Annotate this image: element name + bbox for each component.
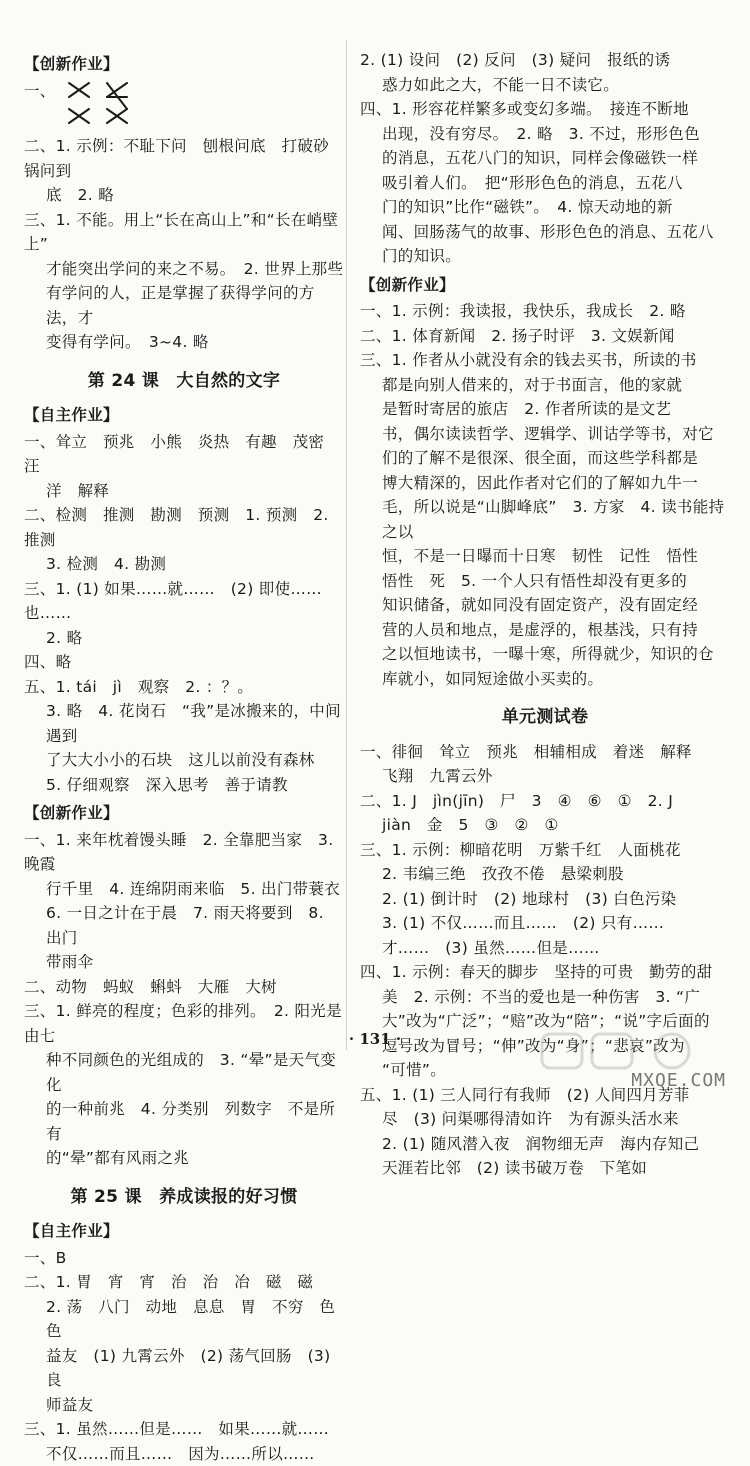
answer-line: 博大精深的，因此作者对它们的了解如九牛一: [360, 471, 730, 496]
section-header-self-1: 【自主作业】: [24, 403, 344, 428]
answer-line: 的“晕”都有风雨之兆: [24, 1146, 344, 1171]
section-header-self-2: 【自主作业】: [24, 1219, 344, 1244]
answer-line: 有学问的人，正是掌握了获得学问的方法，才: [24, 281, 344, 330]
answer-line: 四、1. 形容花样繁多或变幻多端。 接连不断地: [360, 97, 730, 122]
answer-line: 的一种前兆 4. 分类别 列数字 不是所有: [24, 1097, 344, 1146]
answer-line: 一、1. 来年枕着馒头睡 2. 全靠肥当家 3. 晚霞: [24, 828, 344, 877]
answer-line: 的消息，五花八门的知识，同样会像磁铁一样: [360, 146, 730, 171]
answer-line: 才…… (3) 虽然……但是……: [360, 936, 730, 961]
answer-line: 吸引着人们。 把“形形色色的消息，五花八: [360, 171, 730, 196]
answer-line: 二、1. 示例：不耻下问 刨根问底 打破砂锅问到: [24, 134, 344, 183]
answer-line: 三、1. 鲜亮的程度；色彩的排列。 2. 阳光是由七: [24, 999, 344, 1048]
answer-line: 三、1. (1) 如果……就…… (2) 即使……也……: [24, 577, 344, 626]
answer-line: 6. 一日之计在于晨 7. 雨天将要到 8. 出门: [24, 901, 344, 950]
answer-line: 3. (1) 不仅……而且…… (2) 只有……: [360, 911, 730, 936]
answer-line: 一、耸立 预兆 小熊 炎热 有趣 茂密 汪: [24, 430, 344, 479]
answer-line: 四、1. 示例：春天的脚步 坚持的可贵 勤劳的甜: [360, 960, 730, 985]
section-header-innovation-2: 【创新作业】: [24, 801, 344, 826]
answer-line: 3. 检测 4. 勘测: [24, 552, 344, 577]
answer-line: 毛，所以说是“山脚峰底” 3. 方家 4. 读书能持之以: [360, 495, 730, 544]
lesson-title-25: 第 25 课 养成读报的好习惯: [24, 1185, 344, 1210]
answer-line: 二、检测 推测 勘测 预测 1. 预测 2. 推测: [24, 503, 344, 552]
answer-line: 逗号改为冒号；“伸”改为“身”；“悲哀”改为: [360, 1034, 730, 1059]
answer-line: 一、1. 示例：我读报，我快乐，我成长 2. 略: [360, 299, 730, 324]
matching-lines-icon: [65, 79, 135, 127]
answer-line: 2. 荡 八门 动地 息息 胃 不穷 色色: [24, 1295, 344, 1344]
answer-line: 二、1. J jìn(jīn) 尸 3 ④ ⑥ ① 2. J: [360, 789, 730, 814]
answer-line: 三、1. 不能。用上“长在高山上”和“长在峭壁上”: [24, 208, 344, 257]
answer-line: 是暂时寄居的旅店 2. 作者所读的是文艺: [360, 397, 730, 422]
answer-line: 五、1. tái jì 观察 2. ：？。: [24, 675, 344, 700]
answer-line: 惑力如此之大，不能一日不读它。: [360, 73, 730, 98]
answer-line: 种不同颜色的光组成的 3. “晕”是天气变化: [24, 1048, 344, 1097]
column-divider: [346, 40, 347, 1050]
answer-line: 门的知识”比作“磁铁”。 4. 惊天动地的新: [360, 195, 730, 220]
answer-line: 一、B: [24, 1246, 344, 1271]
answer-line: 之以恒地读书，一曝十寒，所得就少，知识的仓: [360, 642, 730, 667]
answer-line: 闻、回肠荡气的故事、形形色色的消息、五花八: [360, 220, 730, 245]
answer-line: 悟性 死 5. 一个人只有悟性却没有更多的: [360, 569, 730, 594]
answer-line: jiàn 金 5 ③ ② ①: [360, 813, 730, 838]
answer-line: 变得有学问。 3~4. 略: [24, 330, 344, 355]
answer-line: 尽 (3) 问渠哪得清如许 为有源头活水来: [360, 1107, 730, 1132]
answer-line: 益友 (1) 九霄云外 (2) 荡气回肠 (3) 良: [24, 1344, 344, 1393]
answer-label: 一、: [24, 82, 56, 100]
answer-line: 天涯若比邻 (2) 读书破万卷 下笔如: [360, 1156, 730, 1181]
answer-line: 美 2. 示例：不当的爱也是一种伤害 3. “广: [360, 985, 730, 1010]
left-column: [24, 48, 344, 1466]
answer-line: 二、动物 蚂蚁 蝌蚪 大雁 大树: [24, 975, 344, 1000]
answer-line: 才能突出学问的来之不易。 2. 世界上那些: [24, 257, 344, 282]
answer-line: 底 2. 略: [24, 183, 344, 208]
answer-line: 2. 略: [24, 626, 344, 651]
answer-line: 2. (1) 倒计时 (2) 地球村 (3) 白色污染: [360, 887, 730, 912]
answer-line: 都是向别人借来的，对于书面言，他的家就: [360, 373, 730, 398]
answer-line: 2. 韦编三绝 孜孜不倦 悬梁刺股: [360, 862, 730, 887]
right-column: [360, 48, 730, 1181]
answer-line: 了大大小小的石块 这儿以前没有森林: [24, 748, 344, 773]
answer-line: 们的了解不是很深、很全面，而这些学科都是: [360, 446, 730, 471]
answer-line: 2. (1) 随风潜入夜 润物细无声 海内存知己: [360, 1132, 730, 1157]
answer-line: 四、略: [24, 650, 344, 675]
answer-line: 三、1. 示例：柳暗花明 万紫千红 人面桃花: [360, 838, 730, 863]
answer-line: 洋 解释: [24, 479, 344, 504]
section-header-innovation-3: 【创新作业】: [360, 273, 730, 298]
answer-line: 三、1. 虽然……但是…… 如果……就……: [24, 1417, 344, 1442]
answer-line: 知识储备，就如同没有固定资产，没有固定经: [360, 593, 730, 618]
answer-line: 书，偶尔读读哲学、逻辑学、训诂学等书，对它: [360, 422, 730, 447]
answer-line: 营的人员和地点，是虚浮的，根基浅，只有持: [360, 618, 730, 643]
watermark-text: MXQE.COM: [631, 1070, 726, 1091]
answer-line: 门的知识。: [360, 244, 730, 269]
answer-line: 二、1. 胃 宵 宵 治 治 冶 磁 磁: [24, 1270, 344, 1295]
answer-line: 五、1. (1) 三人同行有我师 (2) 人间四月芳菲: [360, 1083, 730, 1108]
answer-line: 恒，不是一日曝而十日寒 韧性 记性 悟性: [360, 544, 730, 569]
answer-line: 一、徘徊 耸立 预兆 相辅相成 着迷 解释: [360, 740, 730, 765]
section-header-innovation-1: 【创新作业】: [24, 52, 344, 77]
answer-line: [24, 79, 344, 135]
answer-line: 二、1. 体育新闻 2. 扬子时评 3. 文娱新闻: [360, 324, 730, 349]
page-number: · 131 ·: [0, 1030, 750, 1048]
unit-test-title: 单元测试卷: [360, 705, 730, 730]
answer-line: 库就小，如同短途做小买卖的。: [360, 667, 730, 692]
answer-line: 3. 略 4. 花岗石 “我”是冰搬来的，中间遇到: [24, 699, 344, 748]
answer-line: 大”改为“广泛”；“赔”改为“陪”；“说”字后面的: [360, 1009, 730, 1034]
answer-line: 带雨伞: [24, 950, 344, 975]
answer-line: 不仅……而且…… 因为……所以……: [24, 1442, 344, 1466]
matching-lines-diagram: [65, 79, 135, 135]
answer-line: 出现，没有穷尽。 2. 略 3. 不过，形形色色: [360, 122, 730, 147]
answer-line: 飞翔 九霄云外: [360, 764, 730, 789]
lesson-title-24: 第 24 课 大自然的文字: [24, 369, 344, 394]
answer-line: 三、1. 作者从小就没有余的钱去买书，所读的书: [360, 348, 730, 373]
answer-line: 行千里 4. 连绵阴雨来临 5. 出门带蓑衣: [24, 877, 344, 902]
answer-line: 师益友: [24, 1393, 344, 1418]
answer-line: 2. (1) 设问 (2) 反问 (3) 疑问 报纸的诱: [360, 48, 730, 73]
answer-line: “可惜”。: [360, 1058, 730, 1083]
answer-line: 5. 仔细观察 深入思考 善于请教: [24, 773, 344, 798]
